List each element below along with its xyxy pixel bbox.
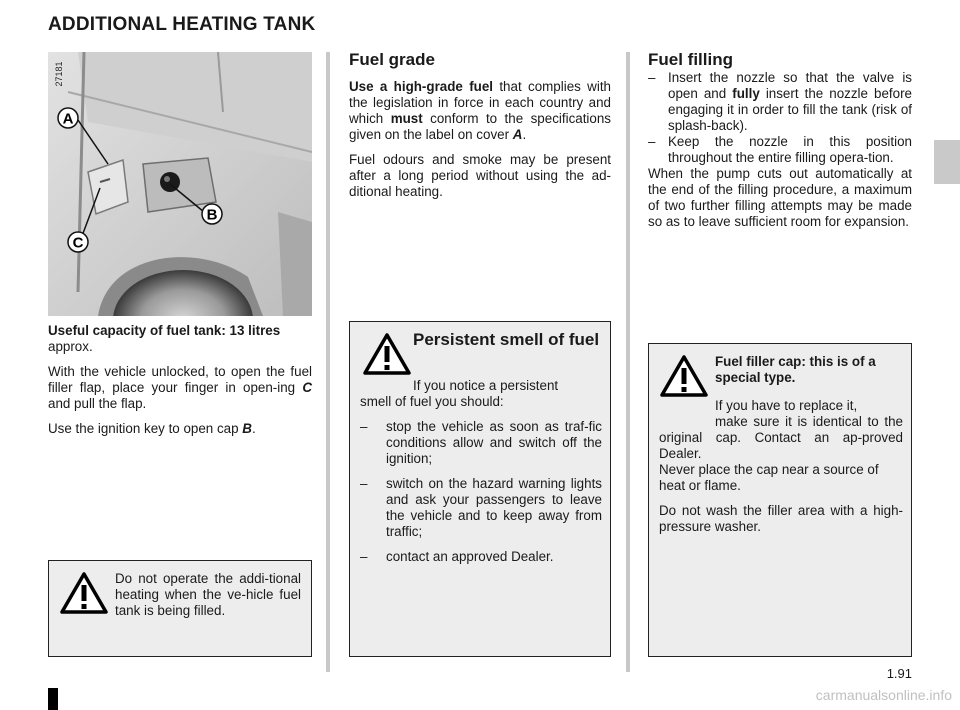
ref-b: B [242,421,252,436]
filling-item-1b: insert the nozzle before engaging it in order to fill the tank (risk of splash-back). [668,86,912,133]
open-cap-period: . [251,421,256,436]
filling-item-1a: Insert the nozzle so that the valve is open and [668,70,912,101]
warning-box-heating [48,560,312,657]
column-divider [626,52,630,672]
fuel-grade-t3: . [522,127,527,142]
pump-cut-text: When the pump cuts out automatically at the end of the filling procedure, a maximum of two further filling attempts may be made so as to leave sufficient room for expansion. [648,166,912,229]
ref-a: A [512,127,523,142]
list-item-text: switch on the hazard warning lights and ask your passengers to leave the vehicle and to keep away from traffic; [386,476,602,539]
smell-intro-a: If you notice a persistent [413,378,559,393]
list-item: – stop the vehicle as soon as traf-fic conditions allow and switch off the ignition; [360,419,602,466]
label-c: C [72,234,84,252]
vehicle-photo [48,52,312,316]
warning-icon [362,332,412,376]
capacity-rest: approx. [48,339,93,354]
fuel-grade-t2: conform to the specifications given on the label on cover [349,111,611,142]
warning-text-heating: Do not operate the addi-tional heating when the ve-hicle fuel tank is being filled. [115,571,301,618]
page-number: 1.91 [886,666,912,681]
fuel-filling-section [648,50,912,230]
filling-item-fully: fully [732,86,760,101]
warning-box-smell [349,321,611,657]
label-b: B [206,206,218,224]
list-item: – contact an approved Dealer. [360,549,554,564]
cap-body [659,414,903,535]
cap-p2: Never place the cap near a source of heat or flame. [659,462,879,493]
warning-box-cap [648,343,912,657]
cap-p1b: make sure it is identical to the original cap. Contact an ap-proved Dealer. [659,414,903,461]
left-text [48,323,312,446]
list-item-text: stop the vehicle as soon as traf-fic conditions allow and switch off the ignition; [386,419,602,466]
smell-intro-b: smell of fuel you should: [360,394,504,409]
fuel-odour-text: Fuel odours and smoke may be present after a long period without using the ad-ditional heating. [349,152,611,199]
section-mark [48,688,58,710]
capacity-bold: Useful capacity of fuel tank: 13 litres [48,323,281,338]
fuel-grade-t1: that complies with the legislation in force in each country and which [349,79,611,126]
open-flap-text: With the vehicle unlocked, to open the fuel filler flap, place your finger in open-ing [48,364,312,395]
list-item: – Keep the nozzle in this position throughout the entire filling opera-tion. [648,134,912,165]
cap-heading: Fuel filler cap: this is of a special type. [715,354,876,385]
watermark: carmanualsonline.info [815,687,952,703]
label-a: A [62,110,74,128]
ref-c: C [302,380,312,395]
cap-p1a: If you have to replace it, [715,398,858,413]
filling-list [648,70,912,166]
cap-p3: Do not wash the filler area with a high-pressure washer. [659,503,903,534]
list-item-text: contact an approved Dealer. [386,549,554,564]
warning-icon [659,354,709,398]
page-title: ADDITIONAL HEATING TANK [48,14,316,35]
section-tab [934,140,960,184]
fuel-grade-section [349,50,611,209]
list-item: – switch on the hazard warning lights and ask your passengers to leave the vehicle and to keep away from traffic; [360,476,602,539]
open-cap-text: Use the ignition key to open cap [48,421,243,436]
smell-list [360,419,602,565]
fuel-grade-heading: Fuel grade [349,50,435,69]
smell-heading: Persistent smell of fuel [413,330,600,349]
fuel-grade-bold: Use a high-grade fuel [349,79,493,94]
fuel-grade-must: must [390,111,423,126]
fuel-filling-heading: Fuel filling [648,50,733,69]
column-divider [326,52,330,672]
warning-icon [59,571,109,615]
open-flap-text-end: and pull the flap. [48,396,147,411]
image-code: 27181 [54,61,64,87]
list-item: – Insert the nozzle so that the valve is open and fully insert the nozzle before engaging it in order to fill the tank (risk of splash-back). [648,70,912,133]
filling-item-2: Keep the nozzle in this position throughout the entire filling opera-tion. [668,134,912,165]
